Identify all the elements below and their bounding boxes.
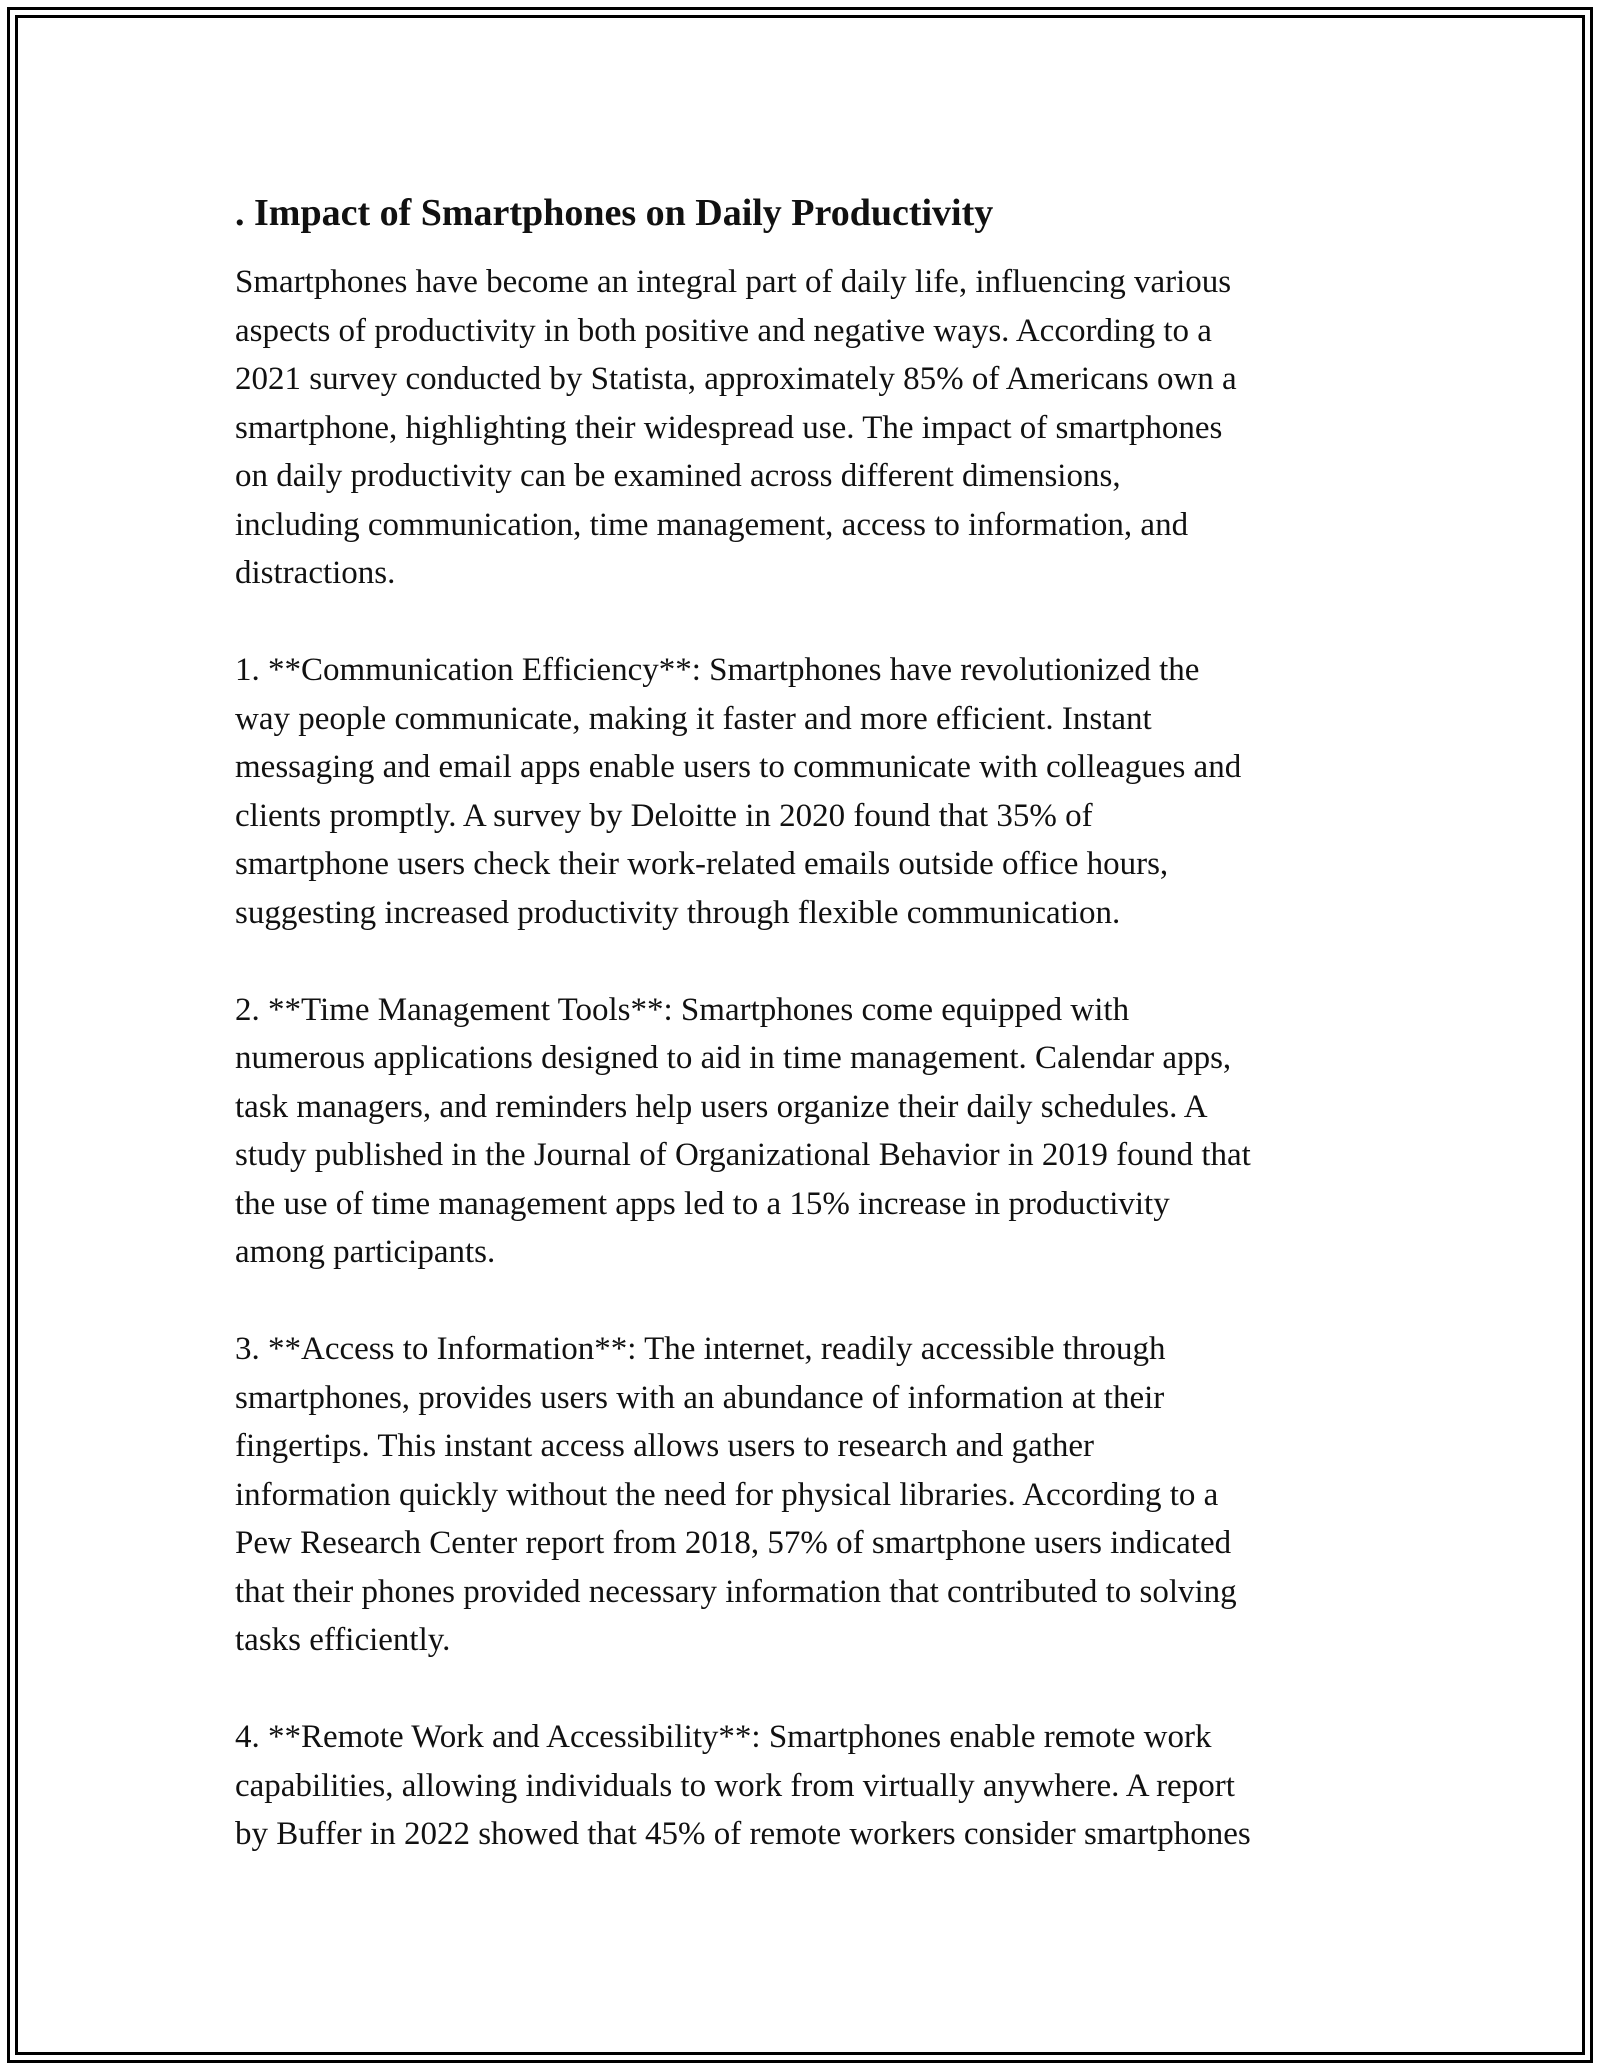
text-line: 2. **Time Management Tools**: Smartphones come equipped with xyxy=(235,991,1130,1028)
paragraph-communication-efficiency xyxy=(235,646,1395,937)
text-line: aspects of productivity in both positive and negative ways. According to a xyxy=(235,312,1212,349)
document-body xyxy=(235,188,1395,1907)
text-line: the use of time management apps led to a 15% increase in productivity xyxy=(235,1185,1170,1222)
text-line: study published in the Journal of Organizational Behavior in 2019 found that xyxy=(235,1137,1251,1173)
text-line: messaging and email apps enable users to communicate with colleagues and xyxy=(235,749,1242,785)
text-line: task managers, and reminders help users organize their daily schedules. A xyxy=(235,1088,1208,1125)
text-line: on daily productivity can be examined across different dimensions, xyxy=(235,458,1121,494)
text-line: 4. **Remote Work and Accessibility**: Smartphones enable remote work xyxy=(235,1719,1212,1755)
text-line: smartphone users check their work-related emails outside office hours, xyxy=(235,846,1169,882)
text-line: that their phones provided necessary information that contributed to solving xyxy=(235,1573,1237,1610)
text-line: tasks efficiently. xyxy=(235,1622,451,1658)
text-line: 3. **Access to Information**: The internet, readily accessible through xyxy=(235,1331,1166,1367)
paragraph-intro xyxy=(235,258,1395,598)
document-title: . Impact of Smartphones on Daily Productivity xyxy=(235,192,994,234)
text-line: capabilities, allowing individuals to work from virtually anywhere. A report xyxy=(235,1767,1235,1804)
paragraph-access-to-information xyxy=(235,1325,1395,1665)
text-line: including communication, time management, access to information, and xyxy=(235,506,1189,543)
paragraph-time-management xyxy=(235,986,1395,1277)
text-line: 2021 survey conducted by Statista, approximately 85% of Americans own a xyxy=(235,361,1237,397)
text-line: way people communicate, making it faster and more efficient. Instant xyxy=(235,700,1152,737)
text-line: smartphone, highlighting their widespread use. The impact of smartphones xyxy=(235,409,1223,446)
text-line: by Buffer in 2022 showed that 45% of remote workers consider smartphones xyxy=(235,1816,1251,1852)
text-line: information quickly without the need for physical libraries. According to a xyxy=(235,1476,1219,1513)
text-line: numerous applications designed to aid in time management. Calendar apps, xyxy=(235,1040,1232,1076)
text-line: suggesting increased productivity through flexible communication. xyxy=(235,894,1121,931)
text-line: Pew Research Center report from 2018, 57% of smartphone users indicated xyxy=(235,1525,1232,1561)
text-line: among participants. xyxy=(235,1234,496,1270)
text-line: distractions. xyxy=(235,555,396,591)
paragraph-remote-work xyxy=(235,1713,1395,1859)
text-line: Smartphones have become an integral part of daily life, influencing various xyxy=(235,264,1232,300)
text-line: clients promptly. A survey by Deloitte in 2020 found that 35% of xyxy=(235,797,1093,834)
text-line: 1. **Communication Efficiency**: Smartphones have revolutionized the xyxy=(235,652,1200,688)
text-line: smartphones, provides users with an abundance of information at their xyxy=(235,1379,1165,1416)
text-line: fingertips. This instant access allows users to research and gather xyxy=(235,1428,1094,1464)
